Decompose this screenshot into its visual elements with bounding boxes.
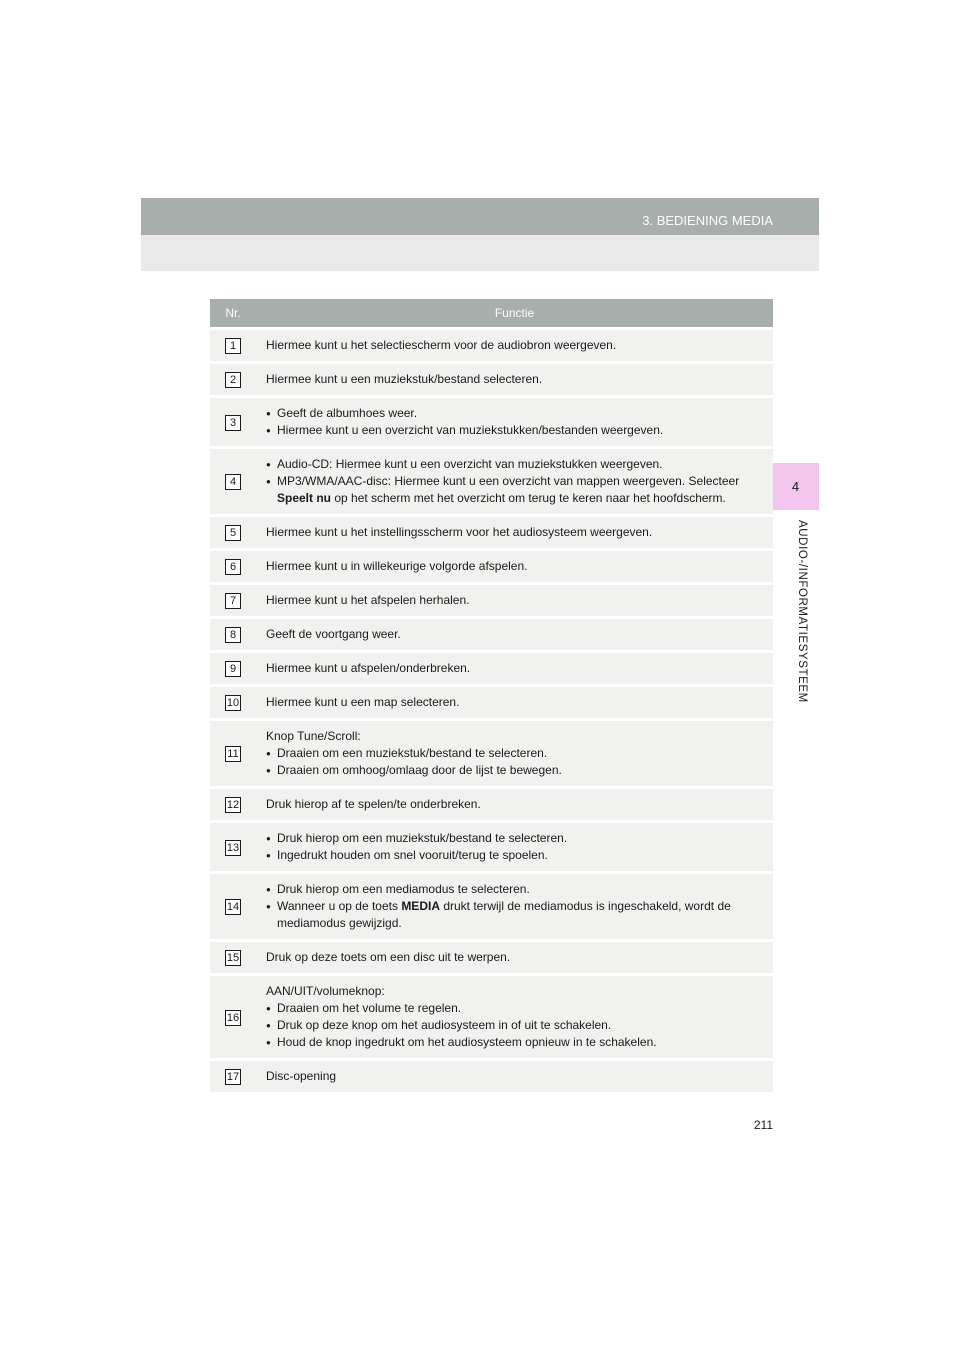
callout-number: 1 (225, 338, 241, 354)
table-row (210, 721, 773, 786)
callout-number: 12 (226, 799, 240, 811)
bullet-item (266, 473, 763, 507)
callout-number: 17 (226, 1071, 240, 1083)
table-row (210, 364, 773, 395)
column-header-nr: Nr. (210, 299, 256, 327)
description-text: Hiermee kunt u een muziekstuk/bestand selecteren. (266, 372, 543, 386)
description-text: Hiermee kunt u het afspelen herhalen. (266, 593, 470, 607)
section-header-band (141, 235, 819, 271)
row-number-cell (210, 874, 256, 939)
callout-number: 9 (225, 661, 241, 677)
row-number-cell (210, 687, 256, 718)
row-number-cell (210, 517, 256, 548)
description-text: Hiermee kunt u het instellingsscherm voor het audiosysteem weergeven. (266, 525, 653, 539)
bullet-item: ● Druk op deze knop om het audiosysteem in of uit te schakelen. (266, 1017, 763, 1034)
table-row (210, 823, 773, 871)
description-text: Hiermee kunt u het selectiescherm voor de audiobron weergeven. (266, 338, 617, 352)
callout-number: 11 (225, 746, 241, 762)
table-row (210, 398, 773, 446)
row-number-cell (210, 976, 256, 1058)
bullet-item: ● Houd de knop ingedrukt om het audiosysteem opnieuw in te schakelen. (266, 1034, 763, 1051)
chapter-number: 4 (791, 479, 800, 494)
callout-number: 4 (225, 474, 241, 490)
row-number-cell (210, 398, 256, 446)
callout-number: 15 (226, 952, 240, 964)
function-cell (256, 364, 773, 395)
table-row (210, 551, 773, 582)
function-cell (256, 942, 773, 973)
row-number-cell (210, 942, 256, 973)
function-cell (256, 330, 773, 361)
section-header (141, 198, 819, 235)
bullet-item: ● Druk hierop om een mediamodus te selecteren. (266, 881, 763, 898)
bullet-item: ● Audio-CD: Hiermee kunt u een overzicht van muziekstukken weergeven. (266, 456, 763, 473)
description-text: AAN/UIT/volumeknop: (266, 984, 385, 998)
callout-number: 10 (226, 697, 240, 709)
function-cell (256, 585, 773, 616)
callout-number: 3 (225, 415, 241, 431)
function-cell (256, 976, 773, 1058)
bullet-item (266, 898, 763, 932)
callout-number: 13 (226, 841, 240, 854)
table-body (210, 330, 773, 1092)
function-table (210, 296, 773, 1095)
callout-number: 2 (225, 372, 241, 388)
description-text: Hiermee kunt u in willekeurige volgorde afspelen. (266, 559, 528, 573)
table-row (210, 585, 773, 616)
bullet-item: ● Geeft de albumhoes weer. (266, 405, 763, 422)
function-cell (256, 874, 773, 939)
table-row (210, 449, 773, 514)
table-row (210, 330, 773, 361)
row-number-cell (210, 653, 256, 684)
callout-number: 8 (225, 627, 241, 643)
function-cell (256, 551, 773, 582)
table-row (210, 942, 773, 973)
callout-number: 5 (225, 525, 241, 541)
chapter-label: AUDIO-/INFORMATIESYSTEEM (796, 520, 808, 703)
row-number-cell (210, 585, 256, 616)
bullet-item: ● Draaien om omhoog/omlaag door de lijst te bewegen. (266, 762, 763, 779)
description-text: Druk op deze toets om een disc uit te werpen. (266, 950, 511, 964)
row-number-cell (210, 789, 256, 820)
table-row (210, 976, 773, 1058)
function-cell (256, 823, 773, 871)
text-part: drukt terwijl de mediamodus is ingeschakeld, wordt de mediamodus gewijzigd. (277, 899, 731, 930)
description-text: Knop Tune/Scroll: (266, 729, 361, 743)
table-row (210, 687, 773, 718)
bullet-item: ● Draaien om het volume te regelen. (266, 1000, 763, 1017)
table-header-row (210, 299, 773, 327)
column-header-functie: Functie (256, 299, 773, 327)
row-number-cell (210, 364, 256, 395)
function-cell (256, 789, 773, 820)
emphasized-label: MEDIA (401, 899, 440, 913)
emphasized-label: Speelt nu (277, 491, 332, 505)
bullet-item: ● Druk hierop om een muziekstuk/bestand te selecteren. (266, 830, 763, 847)
row-number-cell (210, 721, 256, 786)
table-row (210, 619, 773, 650)
callout-number: 14 (226, 901, 240, 913)
row-number-cell (210, 1061, 256, 1092)
function-cell (256, 619, 773, 650)
bullet-item: ● Draaien om een muziekstuk/bestand te selecteren. (266, 745, 763, 762)
function-cell (256, 517, 773, 548)
text-part: op het scherm met het overzicht om terug te keren naar het hoofdscherm. (331, 491, 726, 505)
description-text: Hiermee kunt u een map selecteren. (266, 695, 460, 709)
table-row (210, 874, 773, 939)
callout-number: 16 (226, 1011, 240, 1024)
bullet-item: ● Ingedrukt houden om snel vooruit/terug te spoelen. (266, 847, 763, 864)
table-row (210, 789, 773, 820)
function-cell (256, 1061, 773, 1092)
row-number-cell (210, 619, 256, 650)
description-text: Geeft de voortgang weer. (266, 627, 401, 641)
row-number-cell (210, 823, 256, 871)
section-title: 3. BEDIENING MEDIA (642, 213, 773, 228)
text-part: Wanneer u op de toets (277, 899, 402, 913)
page-number: 211 (753, 1118, 773, 1132)
function-cell (256, 653, 773, 684)
callout-number: 6 (225, 559, 241, 575)
chapter-tab (772, 463, 819, 510)
bullet-item: ● Hiermee kunt u een overzicht van muziekstukken/bestanden weergeven. (266, 422, 763, 439)
row-number-cell (210, 551, 256, 582)
table-row (210, 1061, 773, 1092)
function-cell (256, 449, 773, 514)
table-row (210, 517, 773, 548)
description-text: Hiermee kunt u afspelen/onderbreken. (266, 661, 471, 675)
function-cell (256, 398, 773, 446)
row-number-cell (210, 449, 256, 514)
table-row (210, 653, 773, 684)
function-cell (256, 721, 773, 786)
row-number-cell (210, 330, 256, 361)
function-cell (256, 687, 773, 718)
text-part: MP3/WMA/AAC-disc: Hiermee kunt u een overzicht van mappen weergeven. Selecteer (277, 474, 740, 488)
callout-number: 7 (225, 593, 241, 609)
description-text: Disc-opening (266, 1069, 337, 1083)
description-text: Druk hierop af te spelen/te onderbreken. (266, 797, 481, 811)
